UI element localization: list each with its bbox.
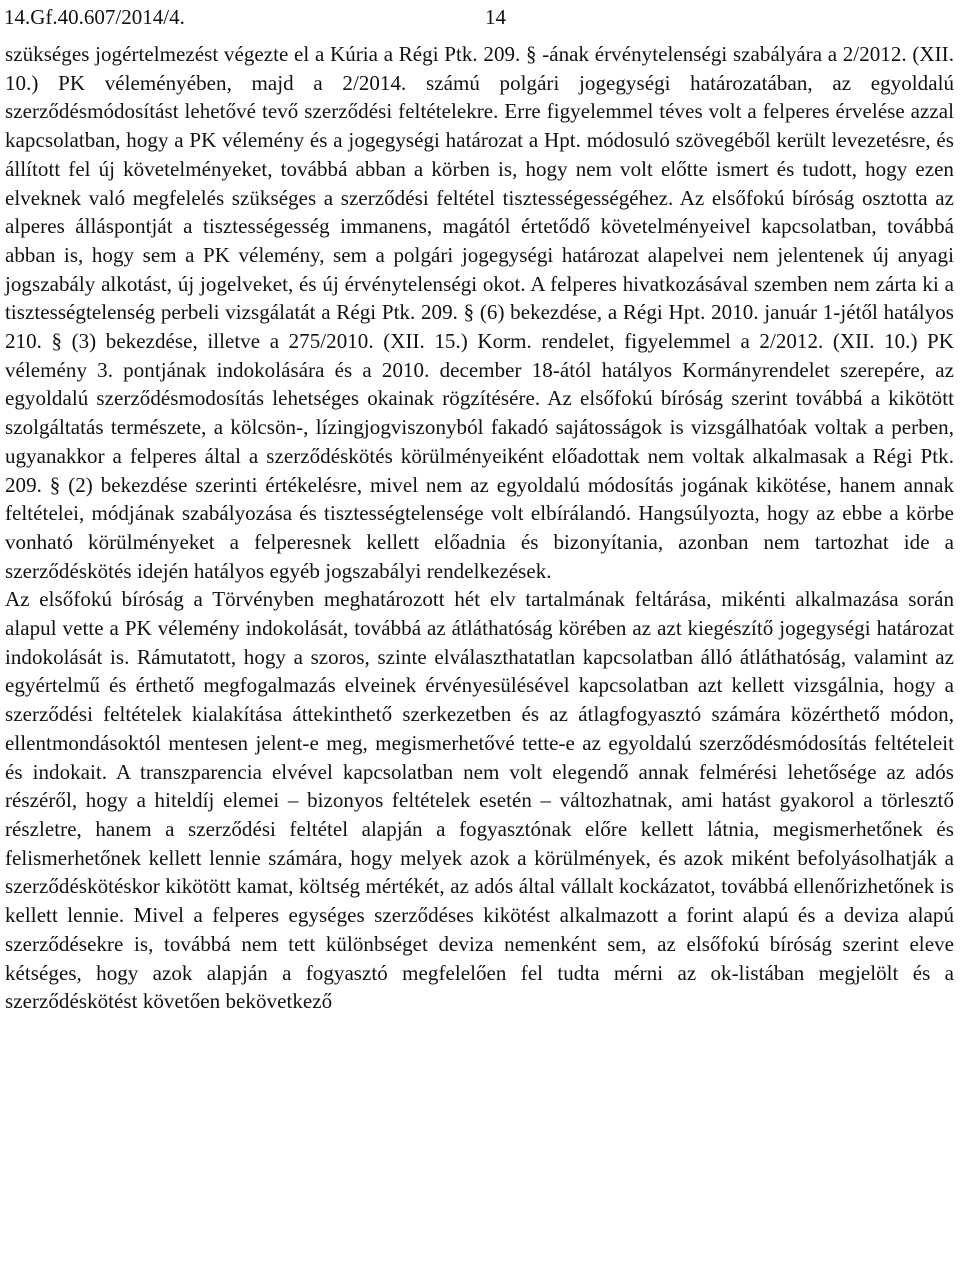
page-header xyxy=(4,4,954,30)
paragraph-1: szükséges jogértelmezést végezte el a Kúria a Régi Ptk. 209. § -ának érvénytelenségi szabályára a 2/2012. (XII. 10.) PK véleményében, majd a 2/2014. számú polgári jogegységi határozatában, az egyoldalú szerződésmódosítást lehetővé tevő szerződési feltételekre. Erre figyelemmel téves volt a felperes érvelése azzal kapcsolatban, hogy a PK vélemény és a jogegységi határozat a Hpt. módosuló szövegéből került levezetésre, és állított fel új követelményeket, továbbá abban a körben is, hogy nem volt előtte ismert és tudott, hogy ezen elveknek való megfelelés szükséges a szerződési feltétel tisztességességéhez. Az elsőfokú bíróság osztotta az alperes álláspontját a tisztességesség immanens, magától értetődő követelményeivel kapcsolatban, továbbá abban is, hogy sem a PK vélemény, sem a polgári jogegységi határozat alapelvei nem jelentenek új anyagi jogszabály alkotást, új jogelveket, és új érvénytelenségi okot. A felperes hivatkozásával szemben nem zárta ki a tisztességtelenség perbeli vizsgálatát a Régi Ptk. 209. § (6) bekezdése, a Régi Hpt. 2010. január 1-jétől hatályos 210. § (3) bekezdése, illetve a 275/2010. (XII. 15.) Korm. rendelet, figyelemmel a 2/2012. (XII. 10.) PK vélemény 3. pontjának indokolására és a 2010. december 18-ától hatályos Kormányrendelet szerepére, az egyoldalú szerződésmodosítás lehetséges okainak rögzítésére. Az elsőfokú bíróság szerint továbbá a kikötött szolgáltatás természete, a kölcsön-, lízingjogviszonyból fakadó sajátosságok is vizsgálhatóak voltak a perben, ugyanakkor a felperes által a szerződéskötés körülményeiként előadottak nem voltak alkalmasak a Régi Ptk. 209. § (2) bekezdése szerinti értékelésre, mivel nem az egyoldalú módosítás jogának kikötése, hanem annak feltételei, módjának szabályozása és tisztességtelensége volt elbírálandó. Hangsúlyozta, hogy az ebbe a körbe vonható körülményeket a felperesnek kellett előadnia és bizonyítania, azonban nem tartozhat ide a szerződéskötés idején hatályos egyéb jogszabályi rendelkezések. xyxy=(5,42,954,583)
case-number: 14.Gf.40.607/2014/4. xyxy=(4,5,185,29)
body-text xyxy=(5,40,954,1016)
page-number: 14 xyxy=(485,5,506,29)
paragraph-2: Az elsőfokú bíróság a Törvényben meghatározott hét elv tartalmának feltárása, mikénti alkalmazása során alapul vette a PK vélemény indokolását, továbbá az átláthatóság körében az azt kiegészítő jogegységi határozat indokolását is. Rámutatott, hogy a szoros, szinte elválaszthatatlan kapcsolatban álló átláthatóság, valamint az egyértelmű és érthető megfogalmazás elveinek érvényesülésével kapcsolatban azt kellett vizsgálnia, hogy a szerződési feltételek kialakítása áttekinthető szerkezetben és az átlagfogyasztó számára közérthető módon, ellentmondásoktól mentesen jelent-e meg, megismerhetővé tette-e az egyoldalú szerződésmódosítás feltételeit és indokait. A transzparencia elvével kapcsolatban nem volt elegendő annak felmérési lehetősége az adós részéről, hogy a hiteldíj elemei – bizonyos feltételek esetén – változhatnak, ami hatást gyakorol a törlesztő részletre, hanem a szerződési feltétel alapján a fogyasztónak előre kellett látnia, megismerhetőnek és felismerhetőnek kellett lennie számára, hogy melyek azok a körülmények, és azok miként befolyásolhatják a szerződéskötéskor kikötött kamat, költség mértékét, az adós által vállalt kockázatot, továbbá ellenőrizhetőnek is kellett lennie. Mivel a felperes egységes szerződéses kikötést alkalmazott a forint alapú és a deviza alapú szerződésekre is, továbbá nem tett különbséget deviza nemenként sem, az elsőfokú bíróság szerint eleve kétséges, hogy azok alapján a fogyasztó megfelelően fel tudta mérni az ok-listában megjelölt és a szerződéskötést követően bekövetkező xyxy=(5,587,954,1014)
